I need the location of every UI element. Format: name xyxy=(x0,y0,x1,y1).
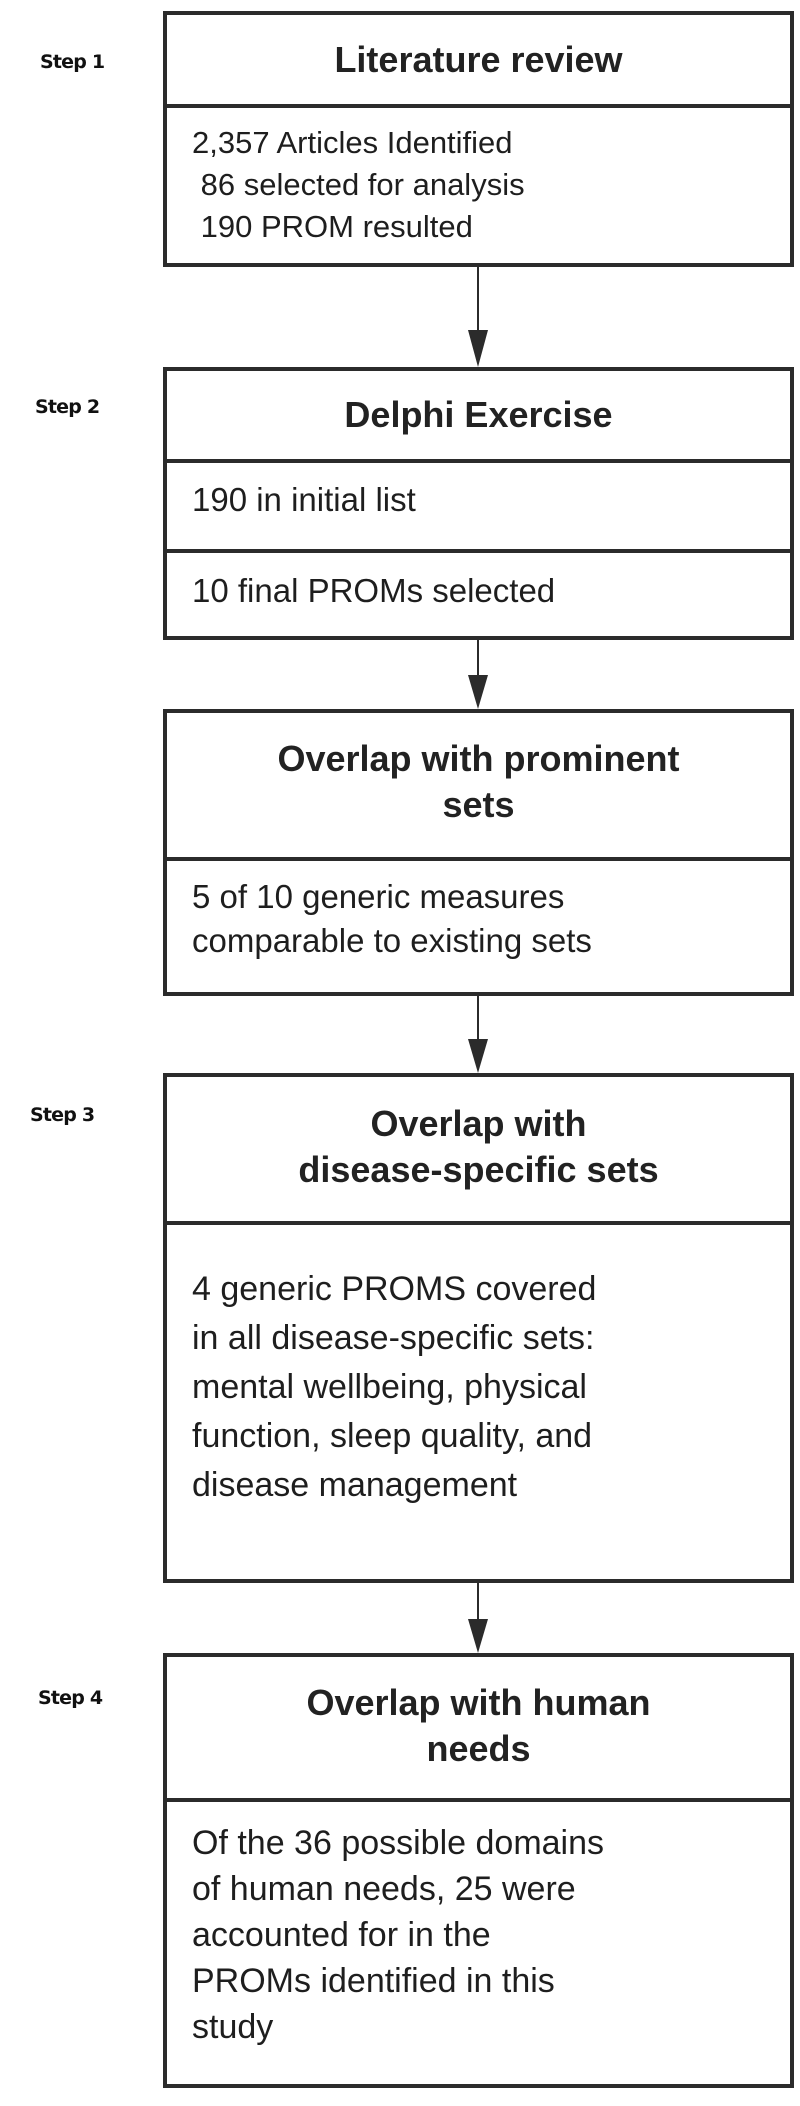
title-line: disease-specific sets xyxy=(298,1149,659,1190)
body-line: 10 final PROMs selected xyxy=(192,571,556,609)
body-line: 190 in initial list xyxy=(192,481,416,518)
body-line: PROMs identified in this xyxy=(192,1962,555,2000)
title-line: Overlap with xyxy=(370,1103,587,1144)
disease-specific-sets-title xyxy=(167,1077,790,1221)
step-label-4: Step 4 xyxy=(38,1687,103,1709)
body-line: study xyxy=(192,2008,274,2046)
human-needs-body xyxy=(167,1798,790,2084)
delphi-exercise-box xyxy=(163,367,794,640)
step-label-2: Step 2 xyxy=(35,396,100,418)
body-line: Of the 36 possible domains xyxy=(192,1824,605,1862)
delphi-row-initial xyxy=(167,459,790,549)
body-line: 4 generic PROMS covered xyxy=(192,1270,597,1308)
body-line: comparable to existing sets xyxy=(192,922,592,959)
arrow-down-icon xyxy=(468,996,488,1073)
body-line: 2,357 Articles Identified xyxy=(192,125,513,160)
title-line: Overlap with prominent xyxy=(277,738,680,779)
body-line: of human needs, 25 were xyxy=(192,1870,576,1908)
body-line: 86 selected for analysis xyxy=(192,167,525,202)
disease-specific-sets-body xyxy=(167,1221,790,1579)
literature-review-body xyxy=(167,104,790,263)
step-label-3: Step 3 xyxy=(30,1104,95,1126)
prominent-sets-title xyxy=(167,713,790,857)
prominent-sets-body xyxy=(167,857,790,992)
disease-specific-sets-box xyxy=(163,1073,794,1583)
literature-review-title: Literature review xyxy=(334,38,623,80)
body-line: accounted for in the xyxy=(192,1916,491,1954)
literature-review-box xyxy=(163,11,794,267)
body-line: in all disease-specific sets: xyxy=(192,1319,595,1357)
delphi-row-final xyxy=(167,549,790,640)
step-label-1: Step 1 xyxy=(40,51,105,73)
arrow-down-icon xyxy=(468,1583,488,1653)
arrow-down-icon xyxy=(468,267,488,367)
body-line: function, sleep quality, and xyxy=(192,1417,593,1455)
title-line: Overlap with human xyxy=(306,1681,651,1723)
body-line: 190 PROM resulted xyxy=(192,209,473,244)
prominent-sets-box xyxy=(163,709,794,996)
body-line: 5 of 10 generic measures xyxy=(192,878,565,915)
human-needs-box xyxy=(163,1653,794,2088)
body-line: mental wellbeing, physical xyxy=(192,1368,587,1406)
arrow-down-icon xyxy=(468,640,488,709)
human-needs-title xyxy=(167,1657,790,1798)
title-line: needs xyxy=(426,1727,531,1769)
title-line: sets xyxy=(442,784,515,825)
body-line: disease management xyxy=(192,1466,518,1504)
delphi-exercise-title: Delphi Exercise xyxy=(344,394,613,435)
